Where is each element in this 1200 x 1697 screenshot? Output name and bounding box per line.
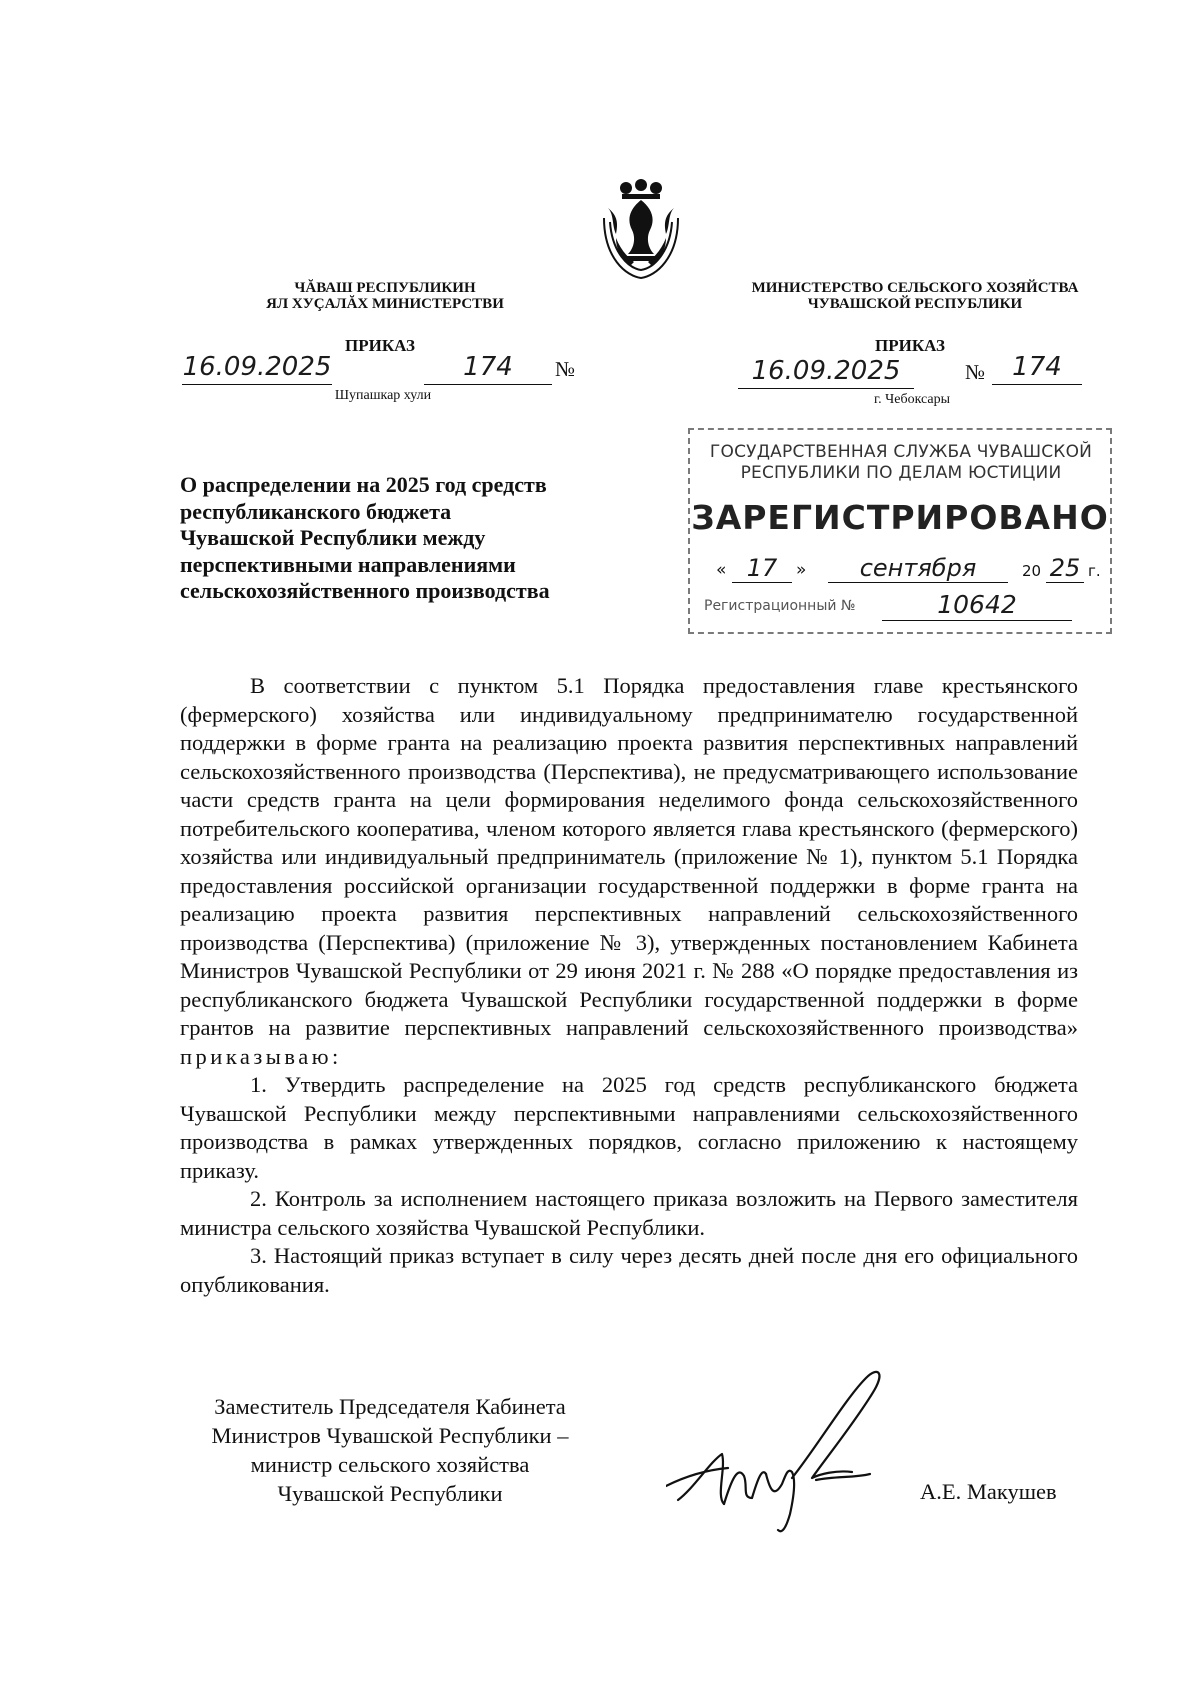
stamp-agency: ГОСУДАРСТВЕННАЯ СЛУЖБА ЧУВАШСКОЙ РЕСПУБЛИКИ ПО ДЕЛАМ ЮСТИЦИИ [709, 442, 1093, 483]
signatory-position: Заместитель Председателя Кабинета Министров Чувашской Республики – министр сельского хозяйства Чувашской Республики [211, 1394, 569, 1506]
org-name-russian-line2: ЧУВАШСКОЙ РЕСПУБЛИКИ [807, 296, 1023, 312]
doc-type-chuvash: ПРИКАЗ [345, 336, 415, 355]
document-body [180, 672, 1078, 1299]
chuvash-emblem-icon [596, 178, 686, 280]
org-name-russian [730, 280, 1100, 312]
org-name-chuvash [250, 280, 520, 312]
stamp-year-suffix: 25 [1046, 554, 1084, 583]
body-intro-paragraph [180, 672, 1078, 1071]
handwritten-signature [666, 1358, 906, 1538]
number-handwritten-chuvash: 174 [424, 352, 552, 385]
org-name-russian-line1: МИНИСТЕРСТВО СЕЛЬСКОГО ХОЗЯЙСТВА [751, 280, 1079, 296]
place-chuvash: Шупашкар хули [334, 388, 432, 403]
place-russian: г. Чебоксары [873, 392, 951, 407]
body-intro-text: В соответствии с пунктом 5.1 Порядка предоставления главе крестьянского (фермерского) хозяйства или индивидуальному предпринимателю государственной поддержки в форме гранта на реализацию проекта развития перспективных направлений сельскохозяйственного производства (Перспектива), не предусматривающего использование части средств гранта на цели формирования неделимого фонда сельскохозяйственного потребительского кооператива, членом которого является глава крестьянского (фермерского) хозяйства или индивидуальный предприниматель (приложение № 1), пунктом 5.1 Порядка предоставления российской организации государственной поддержки в форме гранта на реализацию проекта развития перспективных направлений сельскохозяйственного производства (Перспектива) (приложение № 3), утвержденных постановлением Кабинета Министров Чувашской Республики от 29 июня 2021 г. № 288 «О порядке предоставления из республиканского бюджета Чувашской Республики государственной поддержки в форме грантов на развитие перспективных направлений сельскохозяйственного производства» [180, 673, 1078, 1040]
org-name-chuvash-line2: ЯЛ ХУÇАЛĂХ МИНИСТЕРСТВИ [266, 296, 504, 312]
number-sign-russian: № [965, 360, 986, 384]
stamp-reg-number: 10642 [882, 590, 1072, 621]
date-handwritten-russian: 16.09.2025 [738, 356, 914, 389]
body-item-2: 2. Контроль за исполнением настоящего приказа возложить на Первого заместителя министра сельского хозяйства Чувашской Республики. [180, 1186, 1078, 1240]
registration-stamp [688, 428, 1112, 634]
stamp-reg-label: Регистрационный № [704, 598, 856, 614]
order-word: приказываю: [180, 1043, 342, 1069]
stamp-date [702, 554, 1102, 586]
signatory-name: А.Е. Макушев [920, 1479, 1057, 1504]
stamp-quote-open: « [716, 560, 727, 580]
stamp-year-prefix: 20 [1022, 562, 1042, 580]
stamp-year-unit: г. [1088, 562, 1101, 580]
document-title: О распределении на 2025 год средств республиканского бюджета Чувашской Республики между перспективными направлениями сельскохозяйственного производства [180, 472, 550, 603]
org-name-chuvash-line1: ЧĂВАШ РЕСПУБЛИКИН [294, 280, 476, 296]
number-sign-chuvash: № [555, 357, 576, 381]
stamp-day: 17 [732, 554, 792, 583]
stamp-status: ЗАРЕГИСТРИРОВАНО [691, 498, 1109, 537]
body-item-1: 1. Утвердить распределение на 2025 год средств республиканского бюджета Чувашской Республики между перспективными направлениями сельскохозяйственного производства в рамках утвержденных порядков, согласно приложению к настоящему приказу. [180, 1072, 1078, 1183]
body-item-3: 3. Настоящий приказ вступает в силу через десять дней после дня его официального опубликования. [180, 1243, 1078, 1297]
stamp-quote-close: » [796, 560, 807, 580]
doc-type-russian: ПРИКАЗ [875, 336, 945, 355]
date-handwritten-chuvash: 16.09.2025 [182, 352, 332, 385]
number-handwritten-russian: 174 [992, 352, 1082, 385]
stamp-month: сентября [828, 554, 1008, 583]
